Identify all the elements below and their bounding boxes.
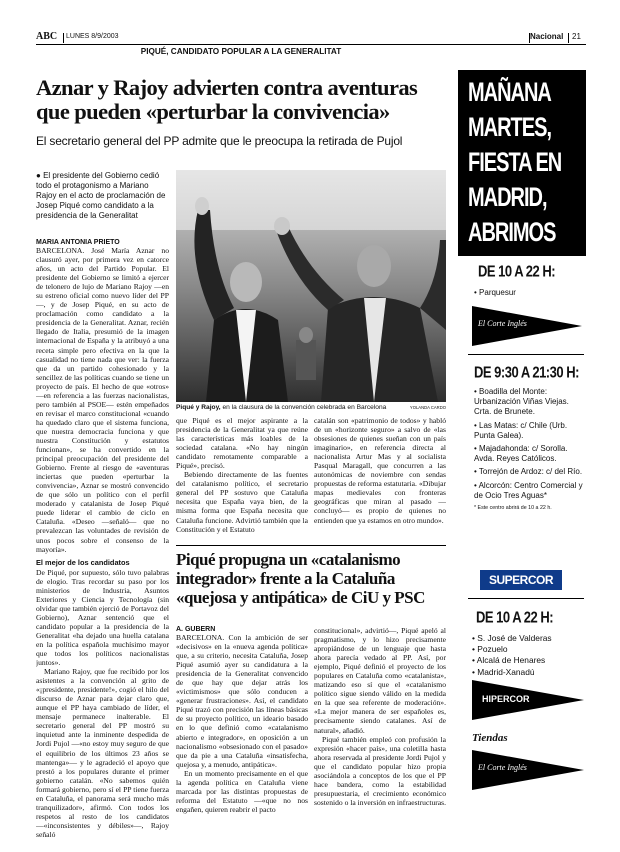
ad-note: * Este centro abrirá de 10 a 22 h. (474, 505, 552, 512)
main-col3-paragraph: catalán son «patrimonio de todos» y habló de un «horizonte seguro» a salvo de «las obsesiones de quienes sueñan con un país imaginario», en referencia directa al nacionalista Artur Mas y al socialista Pasqual Maragall, que concurren a las autonómicas de noviembre con sendas propuestas de reforma estatutaria. «Dibujar mapas medievales con fronteras geográficas que miran al pasado —concluyó— es propio de quienes no entienden que ya estamos en otro mundo». (314, 416, 446, 525)
ad-time-2: DE 9:30 A 21:30 H: (474, 363, 579, 381)
main-col2-paragraph: Bebiendo directamente de las fuentes del catalanismo político, el secretario general del PP sostuvo que Cataluña necesita que España vaya bien, de la misma forma que España necesita que Cataluña funcione. Advirtió también que la Constitución y el Estatuto (176, 470, 308, 534)
photo-illustration (176, 170, 446, 402)
second-col1-paragraph: En un momento precisamente en el que la agenda política en Cataluña viene marcada por las distintas propuestas de reforma del Estatuto —«que no nos engañen, quieren reabrir el pacto (176, 768, 308, 814)
eci-logo-2 (472, 750, 584, 790)
summary (36, 171, 168, 221)
ad-store: • Pozuelo (472, 644, 584, 655)
ad-store: • Madrid-Xanadú (472, 667, 584, 678)
eci-logo (472, 306, 582, 346)
ad-list-3 (472, 633, 584, 678)
page-header (36, 31, 586, 45)
header-date: LUNES 8/9/2003 (66, 33, 119, 40)
second-col1-paragraph: BARCELONA. Con la ambición de ser «decisivos» en la «nueva agenda política» que, a su criterio, necesita Cataluña, Josep Piqué asumió ayer su candidatura a la presidencia de la Generalitat convencido de que hay que dejar atrás los «victimismos» que sólo conducen a «generar frustraciones». Así, el candidato Piqué trazó con precisión las líneas básicas de su proyecto político, un ideario basado en lo que definió como «catalanismo abierto e integrador», en oposición a un nacionalismo «obsesionado con el pasado» que da pie a una Cataluña «insatisfecha, quejosa y, a menudo, antipática». (176, 633, 308, 769)
ad-store: • Las Matas: c/ Chile (Urb. Punta Galea). (474, 421, 586, 441)
ad-banner-line: MAÑANA (468, 77, 551, 108)
header-divider-right (529, 33, 530, 43)
ad-store: • S. José de Valderas (472, 633, 584, 644)
hipercor-text: HIPERCOR (482, 694, 530, 704)
ad-store: • Boadilla del Monte: Urbanización Viñas Viejas. Crta. de Brunete. (474, 387, 586, 418)
ad-list-1 (474, 288, 584, 298)
photo-caption-bold: Piqué y Rajoy, (176, 404, 221, 411)
main-headline-line-1: Aznar y Rajoy advierten contra aventuras (36, 75, 418, 100)
hipercor-logo (472, 680, 584, 720)
brand-logo: ABC (36, 31, 58, 42)
eci-logo-text: El Corte Inglés (478, 763, 527, 772)
ad-rule (468, 598, 584, 599)
section-name: Nacional (530, 32, 564, 41)
ad-time-3: DE 10 A 22 H: (476, 608, 554, 626)
ad-store: • Parquesur (474, 288, 584, 298)
subhead: El mejor de los candidatos (36, 557, 130, 567)
ad-store: • Alcalá de Henares (472, 655, 584, 666)
bullet-icon: ● (36, 171, 44, 180)
page-number: 21 (572, 32, 581, 41)
main-byline: MARÍA ANTONIA PRIETO (36, 239, 120, 246)
photo-credit: YOLANDA CARDO (409, 405, 446, 410)
photo-caption (176, 404, 406, 411)
ad-store: • Torrejón de Ardoz: c/ del Río. (474, 467, 586, 477)
main-deck: El secretario general del PP admite que le preocupa la retirada de Pujol (36, 134, 403, 148)
supercor-text: SUPERCOR (488, 573, 553, 587)
ad-list-2 (474, 387, 586, 513)
ad-banner-line: MARTES, (468, 112, 551, 143)
ad-time-1: DE 10 A 22 H: (478, 262, 556, 280)
kicker: PIQUÉ, CANDIDATO POPULAR A LA GENERALITAT (140, 47, 342, 56)
ad-banner-line: MADRID, (468, 182, 547, 213)
second-col2-paragraph: Piqué también empleó con profusión la expresión «hacer país», una coletilla hasta ahora reservada al presidente Jordi Pujol y que el candidato popular hizo propia asociándola a conceptos de los que el PP hace bandera, como la estabilidad presupuestaria, el crecimiento económico sostenido o la inversión en infraestructuras. (314, 734, 446, 807)
eci-logo-text: El Corte Inglés (478, 319, 527, 328)
tiendas-label: Tiendas (472, 732, 508, 744)
photo-caption-text: en la clausura de la convención celebrada en Barcelona (222, 404, 387, 411)
ad-store: • Majadahonda: c/ Sorolla. Avda. Reyes Católicos. (474, 444, 586, 464)
second-column-2 (314, 626, 446, 851)
second-headline: Piqué propugna un «catalanismo integrador» frente a la Cataluña «quejosa y antipática» de CiU y PSC (176, 550, 425, 607)
main-col1-paragraph: Mariano Rajoy, que fue recibido por los asistentes a la convención al grito de «¡presidente, presidente!», cogió el hilo del discurso de Aznar para dejar claro que, aunque el PP haya cambiado de líder, el mensaje permanece inalterable. El secretario general del PP mostró su inquietud ante la inminente despedida de Jordi Pujol —«no estoy muy seguro de que el equilibrio de los últimos 23 años se mantenga»— y le agradeció el apoyo que prestó a los populares durante el primer gobierno catalán. «No sabemos quién formará gobierno, pero sí el PP tiene fuerza en Cataluña, el panorama será mucho más tranquilizador», afirmó. Con todos los respetos al resto de los candidatos —«inconsistentes y débiles»—, Rajoy señaló (36, 667, 169, 839)
header-rule (36, 44, 586, 45)
main-col2-paragraph: que Piqué es el mejor aspirante a la presidencia de la Generalitat ya que reúne las características más loables de la sociedad catalana. «No hay ningún candidato remotamente comparable a Piqué», precisó. (176, 416, 308, 471)
news-photo (176, 170, 446, 402)
ad-rule (468, 354, 584, 355)
ad-banner-line: ABRIMOS (468, 217, 556, 248)
main-column-1 (36, 239, 169, 851)
ad-store: • Alcorcón: Centro Comercial y de Ocio Tres Aguas* (474, 481, 586, 501)
main-col1-paragraph: BARCELONA. José María Aznar no clausuró ayer, por primera vez en catorce años, un acto del Partido Popular. El presidente del Gobierno se limitó a ejercer de telonero de lujo de Mariano Rajoy —en su estreno oficial como nuevo líder del PP—, y de Josep Piqué, en su acto de proclamación como candidato a la presidencia de la Generalitat. Aznar, recién llegado de Italia, presumió de la imagen internacional de España y la atribuyó a una receta simple pero efectiva en la que la casualidad no tiene nada que ver: la fuerza que da un partido cohesionado y la sencillez de las políticas cuando se tiene un proyecto de país. El hecho de que «otros» —en referencia a las fuerzas nacionalistas, pero también al PSOE— estén empeñados en revisar el marco constitucional «cuando ha quedado claro que el sistema funciona, que nuestra democracia funciona y que nuestra Constitución y estatutos funcionan», se ha convertido en la principal preocupación del presidente del Gobierno. Frente al riesgo de «aventuras inciertas que pueden «perturbar la convivencia», Aznar se mostró convencido de que sólo un político con el perfil moderado y catalanista de Josep Piqué puede liderar el cambio de ciclo en Cataluña. «Deseo —señaló— que no prevalezcan las voluntades de revisión de unos pocos sobre el consenso de la mayoría». (36, 246, 169, 554)
main-col1-paragraph: De Piqué, por supuesto, sólo tuvo palabras de elogio. Tras recordar su paso por los ministerios de Industria, Asuntos Exteriores y Ciencia y Tecnología (sin olvidar que también ejerció de Portavoz del Gobierno), Aznar sentenció que el candidato popular a la presidencia de la Generalitat «ha dejado una huella catalana en la política española muchísimo mayor que todos los políticos nacionalistas juntos». (36, 567, 169, 668)
main-headline-line-2: que pueden «perturbar la convivencia» (36, 99, 390, 124)
summary-text: El presidente del Gobierno cedió todo el protagonismo a Mariano Rajoy en el acto de proclamación de Josep Piqué como candidato a la presidencia de la Generalitat (36, 171, 166, 221)
header-divider-num (568, 33, 569, 43)
ad-banner-line: FIESTA EN (468, 147, 562, 178)
second-col2-paragraph: constitucional», advirtió—, Piqué apeló al pragmatismo, y lo hizo precisamente apropiándose de un lenguaje que hasta ahora parecía vedado al PP. Así, por ejemplo, Piqué definió el proyecto de los populares en Cataluña como «catalanista», matizando eso sí que el «catalanismo político sigue siendo válido en la medida en la que sea referente de moderación». «La mejor manera de ser españoles es, precisamente siendo catalanes. Así de natural», añadió. (314, 626, 446, 735)
header-divider-left (63, 33, 64, 43)
ad-banner (458, 70, 586, 256)
second-byline: A. GUBERN (176, 626, 216, 633)
supercor-logo (480, 570, 562, 590)
main-headline (36, 76, 446, 124)
main-column-2 (176, 416, 308, 536)
second-column-1 (176, 626, 308, 851)
main-column-3 (314, 416, 446, 536)
advertisement (458, 70, 586, 851)
article-separator (176, 545, 446, 546)
